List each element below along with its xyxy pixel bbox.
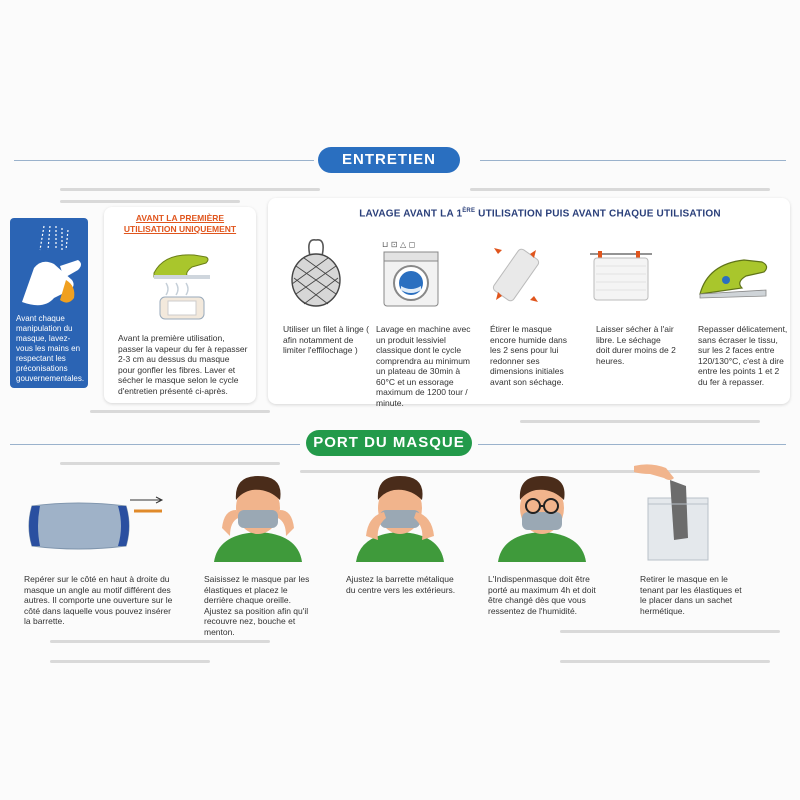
washing-step-3: Étirer le masque encore humide dans les 2 sens pour lui redonner ses dimensions initiales avant son séchage. <box>490 324 568 387</box>
mask-flat-icon <box>22 492 164 552</box>
divider-left <box>14 160 314 161</box>
washing-title <box>330 208 750 219</box>
svg-text:⊔ ⊡ △ ◻: ⊔ ⊡ △ ◻ <box>382 240 416 249</box>
port-divider-right <box>478 444 786 445</box>
drying-mask-icon <box>588 246 654 308</box>
port-step-2: Saisissez le masque par les élastiques et placez le derrière chaque oreille. Ajustez sa position afin qu'il recouvre nez, bouche et menton. <box>204 574 310 637</box>
port-step-5: Retirer le masque en le tenant par les élastiques et le placer dans un sachet hermétique. <box>640 574 742 616</box>
first-use-title-line2: UTILISATION UNIQUEMENT <box>123 224 237 234</box>
person-mask-icon <box>208 470 308 562</box>
first-use-panel <box>104 207 256 403</box>
washing-title-sup: ÈRE <box>462 208 476 214</box>
steam-iron-icon <box>144 243 224 323</box>
port-step-3: Ajustez la barrette métalique du centre vers les extérieurs. <box>346 574 456 595</box>
hands-panel <box>10 218 88 388</box>
hands-washing-icon <box>14 224 84 314</box>
first-use-title-line1: AVANT LA PREMIÈRE <box>135 213 225 223</box>
laundry-net-icon <box>286 236 346 308</box>
washing-step-1: Utiliser un filet à linge ( afin notamment de limiter l'effilochage ) <box>283 324 369 355</box>
washing-step-5: Repasser délicatement, sans écraser le tissu, sur les 2 faces entre 120/130°C, c'est à dire entre les points 1 et 2 du fer à repasser. <box>698 324 788 387</box>
washing-machine-icon <box>380 238 442 308</box>
divider-right <box>480 160 786 161</box>
stretch-mask-icon <box>486 240 546 310</box>
washing-title-part1: LAVAGE AVANT LA 1 <box>359 208 463 220</box>
entretien-header: ENTRETIEN <box>318 147 460 173</box>
iron-icon <box>696 250 772 306</box>
port-step-1: Repérer sur le côté en haut à droite du masque un angle au motif différent des autres. Il comporte une ouverture sur le côté dans laquelle vous pouvez insérer la barrette. <box>24 574 173 626</box>
person-mask-icon <box>492 470 592 562</box>
port-divider-left <box>10 444 300 445</box>
washing-step-4: Laisser sécher à l'air libre. Le séchage doit durer moins de 2 heures. <box>596 324 676 366</box>
first-use-text: Avant la première utilisation, passer la vapeur du fer à repasser 2-3 cm au dessus du masque pour gonfler les fibres. Laver et sécher le masque selon le cycle d'entretien présenté ci-après. <box>118 333 248 396</box>
washing-title-part2: UTILISATION PUIS AVANT CHAQUE UTILISATION <box>475 208 721 220</box>
port-header: PORT DU MASQUE <box>306 430 472 456</box>
port-step-4: L'Indispenmasque doit être porté au maximum 4h et doit être changé dès que vous ressentez de l'humidité. <box>488 574 596 616</box>
washing-step-2: Lavage en machine avec un produit lessiviel classique dont le cycle comprendra au minimum un plateau de 30min à 60°C et un essorage maximum de 1200 tour / minute. <box>376 324 471 408</box>
first-use-title <box>104 213 256 235</box>
person-mask-icon <box>350 470 450 562</box>
mask-bag-icon <box>630 458 720 568</box>
hands-caption: Avant chaque manipulation du masque, lavez-vous les mains en respectant les préconisations gouvernementales. <box>16 314 85 383</box>
